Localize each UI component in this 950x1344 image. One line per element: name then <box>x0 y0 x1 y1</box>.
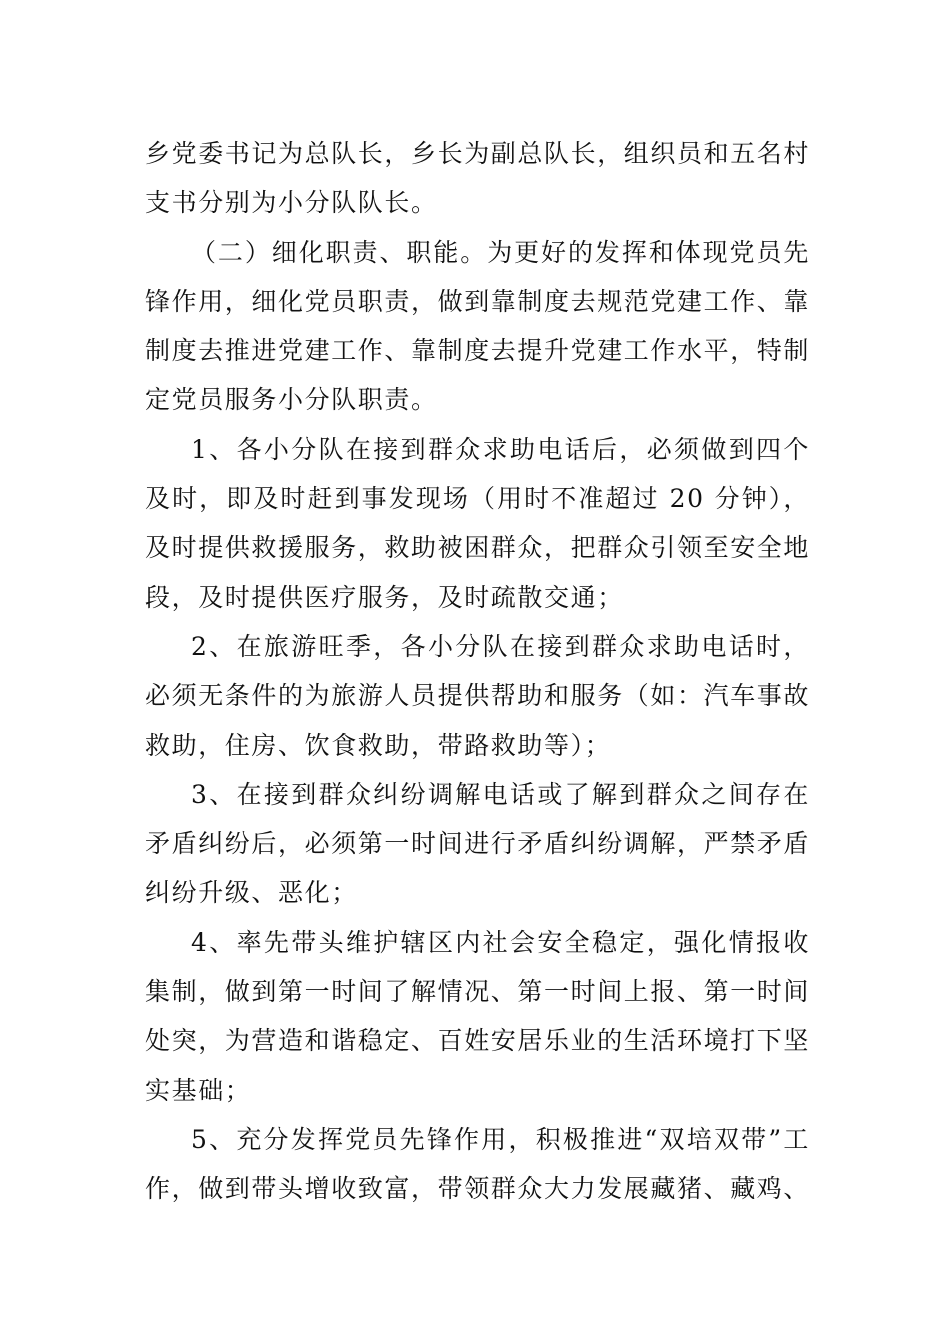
paragraph-duty-2: 2、在旅游旺季，各小分队在接到群众求助电话时，必须无条件的为旅游人员提供帮助和服务（如：汽车事故救助，住房、饮食救助，带路救助等）； <box>145 631 811 760</box>
paragraph-duty-4: 4、率先带头维护辖区内社会安全稳定，强化情报收集制，做到第一时间了解情况、第一时间上报、第一时间处突，为营造和谐稳定、百姓安居乐业的生活环境打下坚实基础； <box>145 927 811 1105</box>
paragraph-duty-5: 5、充分发挥党员先锋作用，积极推进“双培双带”工作，做到带头增收致富，带领群众大力发展藏猪、藏鸡、 <box>145 1124 811 1204</box>
paragraph-duty-1: 1、各小分队在接到群众求助电话后，必须做到四个及时，即及时赶到事发现场（用时不准超过 20 分钟），及时提供救援服务，救助被困群众，把群众引领至安全地段，及时提供医疗服务，及时疏散交通； <box>145 434 811 612</box>
paragraph-duty-3: 3、在接到群众纠纷调解电话或了解到群众之间存在矛盾纠纷后，必须第一时间进行矛盾纠纷调解，严禁矛盾纠纷升级、恶化； <box>145 779 811 908</box>
paragraph-team-leaders: 乡党委书记为总队长，乡长为副总队长，组织员和五名村支书分别为小分队队长。 <box>145 139 811 218</box>
paragraph-section-two-heading: （二）细化职责、职能。为更好的发挥和体现党员先锋作用，细化党员职责，做到靠制度去规范党建工作、靠制度去推进党建工作、靠制度去提升党建工作水平，特制定党员服务小分队职责。 <box>145 237 811 415</box>
document-body <box>145 129 810 1214</box>
